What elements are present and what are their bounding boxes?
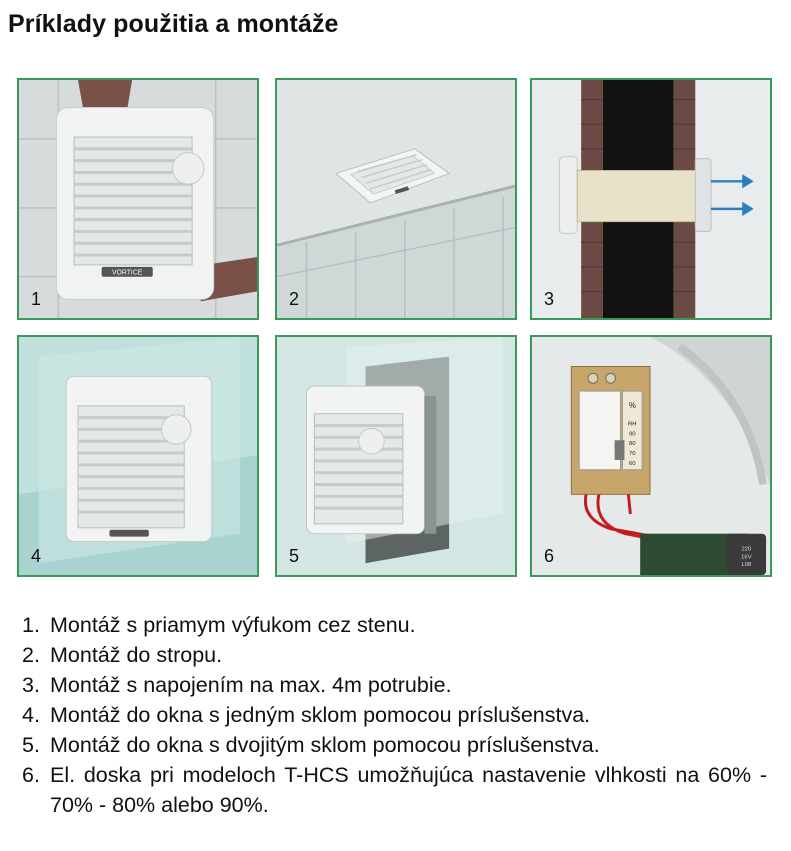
wall-fan-illustration <box>19 80 257 318</box>
panel-single-glass-mount <box>17 335 259 577</box>
panel-number: 1 <box>31 289 42 309</box>
svg-text:16V: 16V <box>741 554 752 561</box>
list-item: 1. Montáž s priamym výfukom cez stenu. <box>22 613 416 637</box>
single-glass-fan-illustration <box>19 337 257 575</box>
svg-text:70: 70 <box>629 451 636 458</box>
svg-text:60: 60 <box>629 460 636 467</box>
panel-duct-mount <box>530 78 772 320</box>
svg-text:L08: L08 <box>741 562 752 569</box>
svg-text:80: 80 <box>629 441 636 448</box>
panel-number: 5 <box>289 546 300 566</box>
list-item: 6. El. doska pri modeloch T-HCS umožňujúca nastavenie vlhkosti na 60% - 70% - 80% alebo 90%. <box>22 763 767 817</box>
list-item: 3. Montáž s napojením na max. 4m potrubie. <box>22 673 452 697</box>
duct-illustration <box>532 80 770 318</box>
panel-number: 4 <box>31 546 42 566</box>
svg-text:220: 220 <box>741 546 752 553</box>
double-glass-fan-illustration <box>277 337 515 575</box>
panel-number: 3 <box>544 289 555 309</box>
list-item: 2. Montáž do stropu. <box>22 643 223 667</box>
panel-electronic-board <box>530 335 772 577</box>
list-item: 4. Montáž do okna s jedným sklom pomocou príslušenstva. <box>22 703 591 727</box>
ceiling-fan-illustration <box>277 80 515 318</box>
svg-text:RH: RH <box>628 421 637 428</box>
panel-double-glass-mount <box>275 335 517 577</box>
panel-ceiling-mount <box>275 78 517 320</box>
svg-text:%: % <box>628 400 636 410</box>
panel-wall-mount <box>17 78 259 320</box>
svg-text:VORTICE: VORTICE <box>111 269 143 277</box>
mounting-options-list <box>22 610 767 820</box>
humidity-board-illustration <box>532 337 770 575</box>
panel-number: 6 <box>544 546 555 566</box>
panel-number: 2 <box>289 289 300 309</box>
page-title: Príklady použitia a montáže <box>8 10 339 38</box>
svg-text:90: 90 <box>629 431 636 438</box>
list-item: 5. Montáž do okna s dvojitým sklom pomocou príslušenstva. <box>22 733 600 757</box>
